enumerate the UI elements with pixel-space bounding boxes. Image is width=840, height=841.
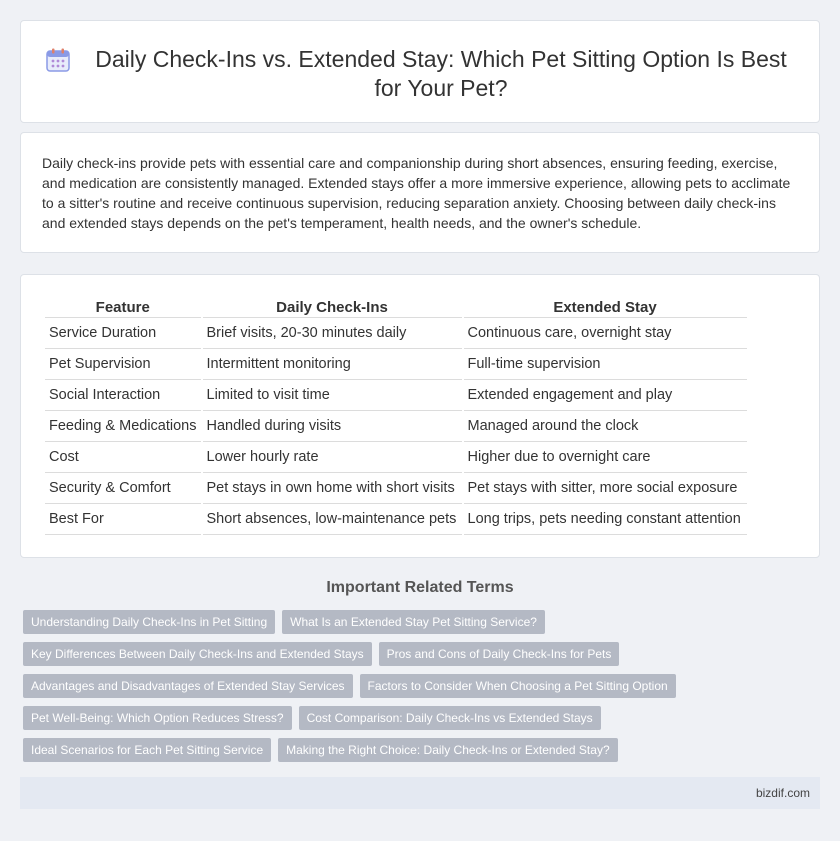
feature-cell: Cost	[45, 442, 201, 473]
footer-site-link[interactable]: bizdif.com	[755, 786, 810, 800]
daily-cell: Intermittent monitoring	[203, 349, 462, 380]
related-term-link[interactable]: Factors to Consider When Choosing a Pet Sitting Option	[360, 674, 676, 698]
extended-cell: Full-time supervision	[464, 349, 747, 380]
extended-cell: Higher due to overnight care	[464, 442, 747, 473]
table-header-row	[45, 297, 747, 318]
footer	[20, 777, 820, 809]
extended-cell: Pet stays with sitter, more social exposure	[464, 473, 747, 504]
header-extended-stay: Extended Stay	[464, 297, 747, 318]
comparison-table	[43, 297, 749, 535]
calendar-icon	[45, 47, 71, 73]
daily-cell: Lower hourly rate	[203, 442, 462, 473]
feature-cell: Social Interaction	[45, 380, 201, 411]
related-terms-list	[23, 610, 813, 770]
extended-cell: Continuous care, overnight stay	[464, 318, 747, 349]
table-row	[45, 473, 747, 504]
extended-cell: Managed around the clock	[464, 411, 747, 442]
daily-cell: Limited to visit time	[203, 380, 462, 411]
related-term-link[interactable]: Advantages and Disadvantages of Extended Stay Services	[23, 674, 353, 698]
header-feature: Feature	[45, 297, 201, 318]
feature-cell: Best For	[45, 504, 201, 535]
feature-cell: Feeding & Medications	[45, 411, 201, 442]
comparison-card	[20, 274, 820, 558]
related-term-link[interactable]: Pros and Cons of Daily Check-Ins for Pets	[379, 642, 620, 666]
table-row	[45, 349, 747, 380]
related-term-link[interactable]: Cost Comparison: Daily Check-Ins vs Extended Stays	[299, 706, 601, 730]
table-row	[45, 442, 747, 473]
daily-cell: Handled during visits	[203, 411, 462, 442]
related-term-link[interactable]: Ideal Scenarios for Each Pet Sitting Service	[23, 738, 271, 762]
related-term-link[interactable]: Key Differences Between Daily Check-Ins and Extended Stays	[23, 642, 372, 666]
intro-card	[20, 132, 820, 253]
extended-cell: Long trips, pets needing constant attention	[464, 504, 747, 535]
related-terms-heading: Important Related Terms	[326, 579, 514, 596]
header	[45, 45, 797, 103]
table-row	[45, 504, 747, 535]
feature-cell: Service Duration	[45, 318, 201, 349]
header-card	[20, 20, 820, 123]
daily-cell: Short absences, low-maintenance pets	[203, 504, 462, 535]
related-term-link[interactable]: Pet Well-Being: Which Option Reduces Stress?	[23, 706, 292, 730]
feature-cell: Pet Supervision	[45, 349, 201, 380]
table-row	[45, 411, 747, 442]
table-row	[45, 380, 747, 411]
extended-cell: Extended engagement and play	[464, 380, 747, 411]
daily-cell: Pet stays in own home with short visits	[203, 473, 462, 504]
header-daily-check-ins: Daily Check-Ins	[203, 297, 462, 318]
related-term-link[interactable]: Making the Right Choice: Daily Check-Ins or Extended Stay?	[278, 738, 618, 762]
page-title: Daily Check-Ins vs. Extended Stay: Which Pet Sitting Option Is Best for Your Pet?	[95, 46, 787, 101]
related-term-link[interactable]: Understanding Daily Check-Ins in Pet Sitting	[23, 610, 275, 634]
daily-cell: Brief visits, 20-30 minutes daily	[203, 318, 462, 349]
intro-paragraph: Daily check-ins provide pets with essential care and companionship during short absences, ensuring feeding, exercise, and medication are consistently managed. Extended stays offer a more immersive experience, allowing pets to acclimate to a sitter's routine and receive continuous supervision, reducing separation anxiety. Choosing between daily check-ins and extended stays depends on the pet's temperament, health needs, and the owner's schedule.	[42, 155, 791, 231]
table-row	[45, 318, 747, 349]
feature-cell: Security & Comfort	[45, 473, 201, 504]
related-term-link[interactable]: What Is an Extended Stay Pet Sitting Service?	[282, 610, 545, 634]
